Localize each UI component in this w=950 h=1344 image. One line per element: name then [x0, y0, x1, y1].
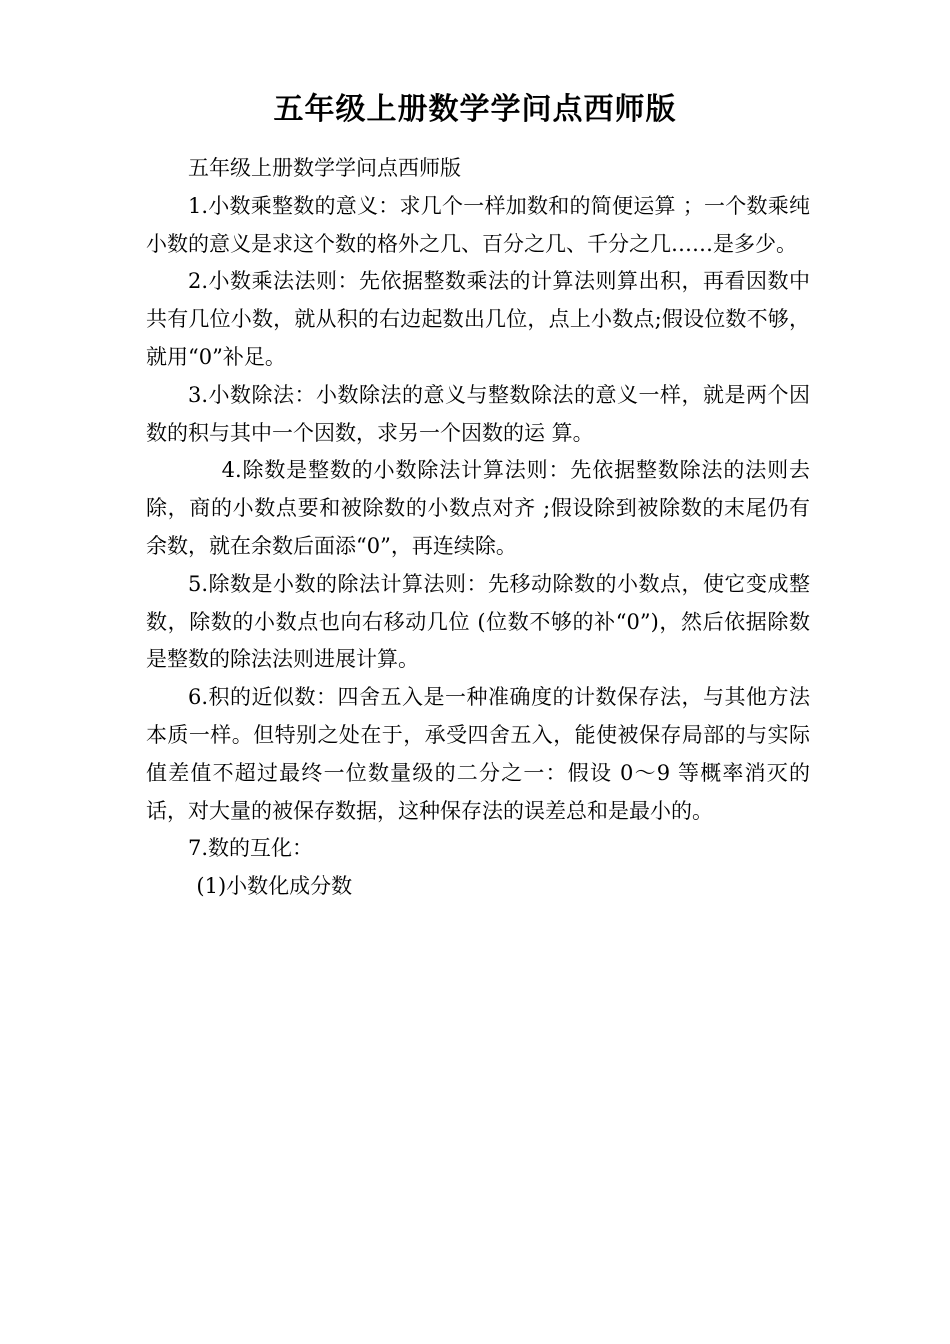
paragraph-3: 3.小数除法：小数除法的意义与整数除法的意义一样，就是两个因数的积与其中一个因数，求另一个因数的运 算。	[146, 382, 810, 445]
paragraph-8: (1)小数化成分数	[196, 874, 353, 899]
paragraph-6: 6.积的近似数：四舍五入是一种准确度的计数保存法，与其他方法本质一样。但特别之处在于，承受四舍五入，能使被保存局部的与实际值差值不超过最终一位数量级的二分之一：假设 0～9 等概率消灭的话，对大量的被保存数据，这种保存法的误差总和是最小的。	[146, 685, 810, 823]
paragraph-2: 2.小数乘法法则：先依据整数乘法的计算法则算出积，再看因数中共有几位小数，就从积的右边起数出几位，点上小数点;假设位数不够，就用“0”补足。	[146, 269, 810, 369]
paragraph-4: 4.除数是整数的小数除法计算法则：先依据整数除法的法则去除，商的小数点要和被除数的小数点对齐 ;假设除到被除数的末尾仍有余数，就在余数后面添“0”，再连续除。	[146, 458, 810, 558]
document-subtitle: 五年级上册数学学问点西师版	[188, 156, 461, 180]
paragraph-7: 7.数的互化：	[188, 836, 314, 861]
paragraph-1: 1.小数乘整数的意义：求几个一样加数和的简便运算 ；一个数乘纯小数的意义是求这个数的格外之几、百分之几、千分之几……是多少。	[146, 193, 810, 256]
document-title: 五年级上册数学学问点西师版	[273, 92, 677, 127]
paragraph-5: 5.除数是小数的除法计算法则：先移动除数的小数点，使它变成整数，除数的小数点也向右移动几位 (位数不够的补“0”)，然后依据除数是整数的除法法则进展计算。	[146, 571, 810, 672]
document-body	[146, 150, 810, 906]
